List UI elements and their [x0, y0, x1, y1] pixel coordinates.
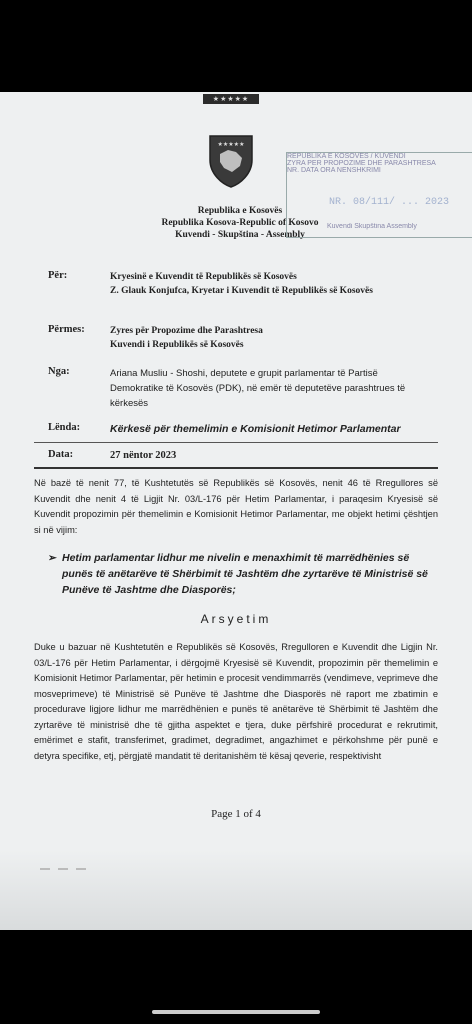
header-assembly: Kuvendi - Skupština - Assembly: [175, 230, 305, 240]
field-label-from: Nga:: [48, 366, 70, 377]
document-page: [0, 92, 472, 930]
field-label-via: Përmes:: [48, 324, 85, 335]
stamp-row: NR. DATA ORA NËNSHKRIMI: [287, 167, 381, 174]
stamp-row: ZYRA PËR PROPOZIME DHE PARASHTRESA: [287, 160, 436, 167]
divider: [34, 442, 438, 443]
header-republic-multilingual: Republika Kosova-Republic of Kosovo: [161, 218, 319, 228]
bullet-text: Hetim parlamentar lidhur me nivelin e menaxhimit të marrëdhënies së punës të anëtarëve të Shërbimit të Jashtëm dhe zyrtarëve të Ministrisë së Punëve të Jashtme dhe Diasporës;: [62, 552, 428, 596]
home-indicator-bar[interactable]: [152, 1010, 320, 1014]
page-number: Page 1 of 4: [211, 808, 261, 820]
arrow-bullet-icon: ➢: [48, 552, 57, 564]
field-label-subject: Lënda:: [48, 422, 81, 433]
divider: [34, 467, 438, 469]
field-value-to: Kryesinë e Kuvendit të Republikës së Kosovës Z. Glauk Konjufca, Kryetar i Kuvendit të Republikës së Kosovës: [110, 272, 373, 296]
header-republic: Republika e Kosovës: [197, 206, 283, 216]
stamp-row: REPUBLIKA E KOSOVËS / KUVENDI: [287, 153, 406, 160]
scroll-indicator-dots: [40, 857, 120, 861]
field-label-to: Për:: [48, 270, 68, 281]
registry-stamp: [286, 152, 472, 238]
stamp-number: NR. 08/111/ ... 2023: [329, 197, 450, 208]
field-value-date: 27 nëntor 2023: [110, 450, 177, 461]
stamp-row: Kuvendi Skupština Assembly: [327, 223, 417, 230]
field-value-via: Zyres për Propozime dhe Parashtresa Kuvendi i Republikës së Kosovës: [110, 326, 263, 350]
field-label-date: Data:: [48, 449, 74, 460]
inquiry-subject-bullet: [48, 550, 432, 598]
reasoning-paragraph: Duke u bazuar në Kushtetutën e Republikës së Kosovës, Rregulloren e Kuvendit dhe Ligjin Nr. 03/L-176 për Hetim Parlamentar, i dërgojmë Kryesisë së Kuvendit, propozimin për themelimin e Komisionit Hetimor Parlamentar, për hetimin e procesit vendimmarrës (vendimeve, veprimeve dhe mosveprimeve) të Ministrisë së Punëve të Jashtme dhe Diasporës në raport me zbatimin e procedurave ligjore lidhur me marrëdhënien e punës të anëtarëve të Shërbimit të Jashtëm dhe zyrtarëve të ministrisë dhe të gjitha aspektet e tjera, duke përfshirë procedurat e rekrutimit, emërimet e stafit, transferimet, gradimet, degradimet, angazhimet e përkohshme për punë e detyra specifike, etj, përgjatë mandatit të deritanishëm të kësaj qeverie, respektivisht: [34, 642, 438, 761]
field-value-subject: Kërkesë për themelimin e Komisionit Hetimor Parlamentar: [110, 423, 401, 435]
presidential-stars-emblem: ★★★★★: [203, 94, 259, 104]
svg-text:★★★★★: ★★★★★: [217, 142, 245, 148]
field-value-from: Ariana Musliu - Shoshi, deputete e grupit parlamentar të Partisë Demokratike të Kosovës (PDK), në emër të deputetëve parashtrues të kërkesës: [110, 368, 406, 409]
intro-paragraph: Në bazë të nenit 77, të Kushtetutës së Republikës së Kosovës, nenit 46 të Rregullores së Kuvendit dhe nenit 4 të Ligjit Nr. 03/L-176 për Hetim Parlamentar, i paraqesim Kryesisë së Kuvendit propozimin për themelimin e Komisionit Hetimor Parlamentar, me objekt hetimi çështjen si në vijim:: [34, 478, 438, 535]
kosovo-coat-of-arms-icon: [206, 134, 256, 188]
section-title: Arsyetim: [200, 612, 272, 626]
